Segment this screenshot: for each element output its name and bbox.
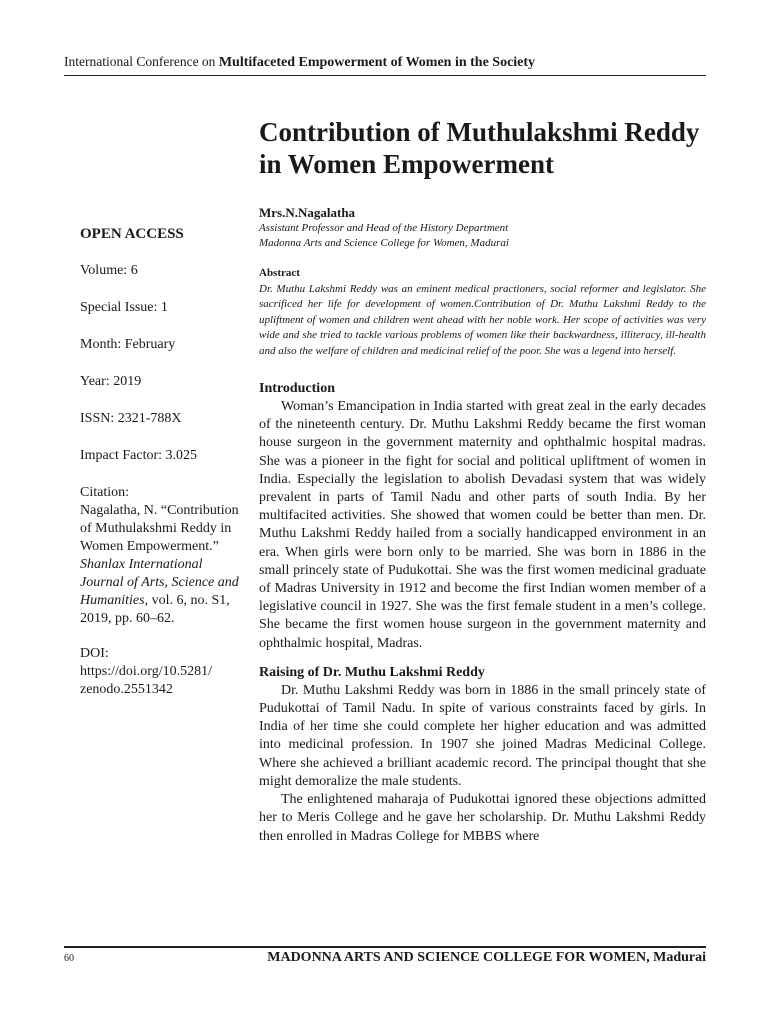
volume: Volume: 6 — [80, 263, 138, 278]
raising-paragraph-2: The enlightened maharaja of Pudukottai ignored these objections admitted her to Meris College and he gave her scholarship. Dr. Muthu Lakshmi Reddy then enrolled in Madras College for MBBS where — [259, 792, 706, 844]
month: Month: February — [80, 337, 176, 352]
citation — [80, 502, 240, 628]
doi-label: DOI: — [80, 646, 109, 661]
raising-body — [259, 682, 706, 846]
author-name: Mrs.N.Nagalatha — [259, 205, 356, 220]
affiliation-institution: Madonna Arts and Science College for Women, Madurai — [259, 237, 509, 249]
citation-details: , vol. 6, no. S1, 2019, pp. 60–62. — [80, 593, 230, 626]
introduction-body — [259, 398, 706, 653]
affiliation-position: Assistant Professor and Head of the History Department — [259, 222, 509, 234]
article-title: Contribution of Muthulakshmi Reddy in Women Empowerment — [259, 117, 700, 179]
article-main — [259, 116, 706, 846]
header-conference-title: Multifaceted Empowerment of Women in the Society — [218, 55, 536, 70]
introduction-paragraph: Woman’s Emancipation in India started with great zeal in the early decades of the nineteenth century. Dr. Muthu Lakshmi Reddy became the first woman house surgeon in the government maternity and ophthalmic hospital madras. She was a pioneer in the fight for social and political upliftment of women in India. Especially the legislation to abolish Devadasi system that was widely prevalent in parts of Tamil Nadu and other parts of south India. By her multifacited activities. She showed that women could be better than men. Dr. Muthu Lakshmi Reddy hailed from a socially handicapped environment in an era. When girls were born only to be married. She was born in 1886 in the small princely state of Pudukottai. She was the first women medicinal graduate of Madras University in 1912 and become the first Indian women member of a legislative council in 1927. She was the first female student in a men’s college. She became the first women house surgeon in the government maternity and ophthalmic hospital, Madras. — [259, 399, 706, 651]
impact-factor: Impact Factor: 3.025 — [80, 448, 198, 463]
citation-author-title: Nagalatha, N. “Contribution of Muthulakshmi Reddy in Women Empowerment.” — [80, 503, 239, 554]
citation-journal: Shanlax International Journal of Arts, Science and Humanities — [80, 557, 239, 608]
issn: ISSN: 2321-788X — [80, 411, 182, 426]
abstract-heading: Abstract — [259, 267, 300, 279]
citation-label: Citation: — [80, 485, 129, 500]
article-info-sidebar — [80, 225, 240, 699]
special-issue: Special Issue: 1 — [80, 300, 168, 315]
open-access-label: OPEN ACCESS — [80, 226, 184, 242]
page-number: 60 — [64, 953, 74, 964]
abstract-text: Dr. Muthu Lakshmi Reddy was an eminent medical practioners, social reformer and legislator. She sacrificed her life for development of women.Contribution of Dr. Muthu Lakshmi Reddy to the upliftment of women and children went ahead with her noble work. Her scope of activities was very wide and she tried to tackle various problems of women like their backwardness, illiteracy, ill-health and also the welfare of children and medicinal relief of the poor. She was a legend into herself. — [259, 283, 706, 357]
introduction-heading: Introduction — [259, 381, 335, 397]
raising-heading: Raising of Dr. Muthu Lakshmi Reddy — [259, 664, 485, 680]
header-prefix: International Conference on — [64, 54, 216, 69]
doi-link[interactable]: https://doi.org/10.5281/ zenodo.2551342 — [80, 664, 212, 697]
running-header — [64, 54, 706, 71]
header-rule — [64, 75, 706, 76]
footer-institution: MADONNA ARTS AND SCIENCE COLLEGE FOR WOMEN, Madurai — [267, 950, 706, 965]
raising-paragraph-1: Dr. Muthu Lakshmi Reddy was born in 1886 in the small princely state of Pudukottai of Tamil Nadu. In spite of various constraints faced by girls. In India of her time she could complete her higher education and was admitted into medicinal profession. In 1907 she joined Madras Medicinal College. Where she achieved a brilliant academic record. The principal thought that she might demoralize the male students. — [259, 682, 706, 789]
footer-rule — [64, 946, 706, 948]
year: Year: 2019 — [80, 374, 142, 389]
